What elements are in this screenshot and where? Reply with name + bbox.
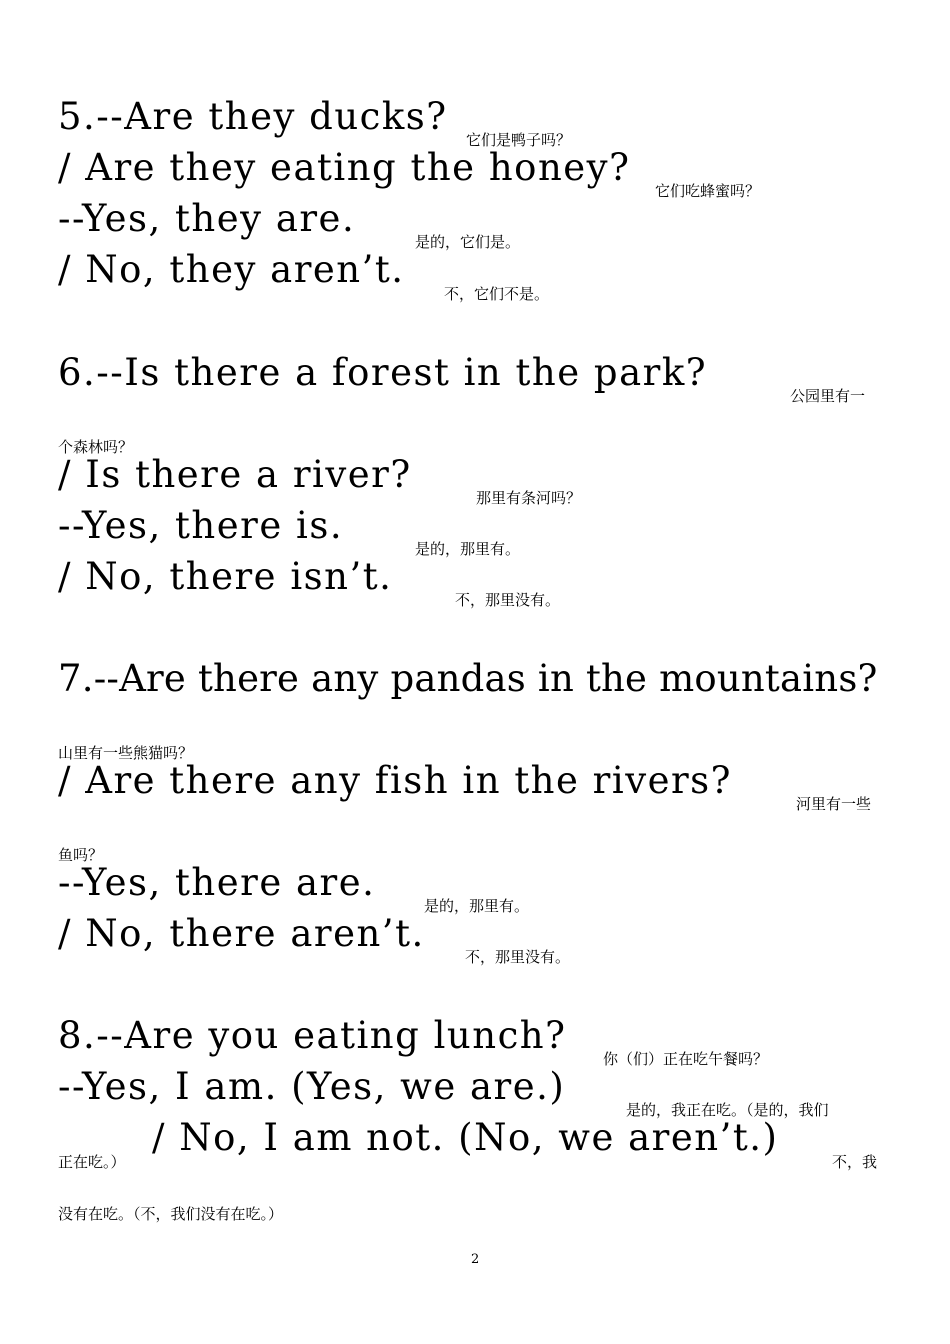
s6-question-alt-translation: 那里有条河吗？ xyxy=(476,489,582,507)
s8-answer-yes-translation-part1: 是的，我正在吃。（是的，我们 xyxy=(626,1101,829,1119)
s5-question: 5.--Are they ducks? xyxy=(58,95,448,138)
s8-answer-yes: --Yes, I am. (Yes, we are.) xyxy=(58,1065,566,1108)
s7-answer-no-translation: 不，那里没有。 xyxy=(465,948,571,966)
s6-question: 6.--Is there a forest in the park? xyxy=(58,351,708,394)
s7-question: 7.--Are there any pandas in the mountains? xyxy=(58,657,878,700)
page-number: 2 xyxy=(471,1252,480,1267)
s5-question-translation: 它们是鸭子吗？ xyxy=(466,131,572,149)
s5-answer-no-translation: 不，它们不是。 xyxy=(444,285,550,303)
s8-answer-yes-translation-part2: 正在吃。） xyxy=(58,1153,126,1171)
s5-question-alt: / Are they eating the honey? xyxy=(58,146,631,189)
s7-answer-yes-translation: 是的，那里有。 xyxy=(424,897,530,915)
s7-answer-no: / No, there aren’t. xyxy=(58,912,425,955)
s7-question-alt: / Are there any fish in the rivers? xyxy=(58,759,733,802)
s8-answer-no: / No, I am not. (No, we aren’t.) xyxy=(152,1116,779,1159)
s8-answer-no-translation-part1: 不，我 xyxy=(832,1153,878,1171)
s6-answer-yes: --Yes, there is. xyxy=(58,504,344,547)
s8-answer-no-translation-part2: 没有在吃。（不，我们没有在吃。） xyxy=(58,1205,284,1223)
s5-answer-yes-translation: 是的，它们是。 xyxy=(415,233,521,251)
s7-question-alt-translation-part1: 河里有一些 xyxy=(796,795,872,813)
s6-answer-no-translation: 不，那里没有。 xyxy=(455,591,561,609)
s5-answer-no: / No, they aren’t. xyxy=(58,248,405,291)
s8-question-translation: 你（们）正在吃午餐吗？ xyxy=(603,1050,769,1068)
s8-question: 8.--Are you eating lunch? xyxy=(58,1014,567,1057)
s7-answer-yes: --Yes, there are. xyxy=(58,861,376,904)
s5-question-alt-translation: 它们吃蜂蜜吗？ xyxy=(655,182,761,200)
s7-question-alt-translation-part2: 鱼吗？ xyxy=(58,846,104,864)
s7-question-translation: 山里有一些熊猫吗？ xyxy=(58,744,194,762)
s6-question-alt: / Is there a river? xyxy=(58,453,412,496)
s6-question-translation-part1: 公园里有一 xyxy=(790,387,866,405)
s6-question-translation-part2: 个森林吗？ xyxy=(58,438,134,456)
s6-answer-yes-translation: 是的，那里有。 xyxy=(415,540,521,558)
s5-answer-yes: --Yes, they are. xyxy=(58,197,356,240)
s6-answer-no: / No, there isn’t. xyxy=(58,555,393,598)
